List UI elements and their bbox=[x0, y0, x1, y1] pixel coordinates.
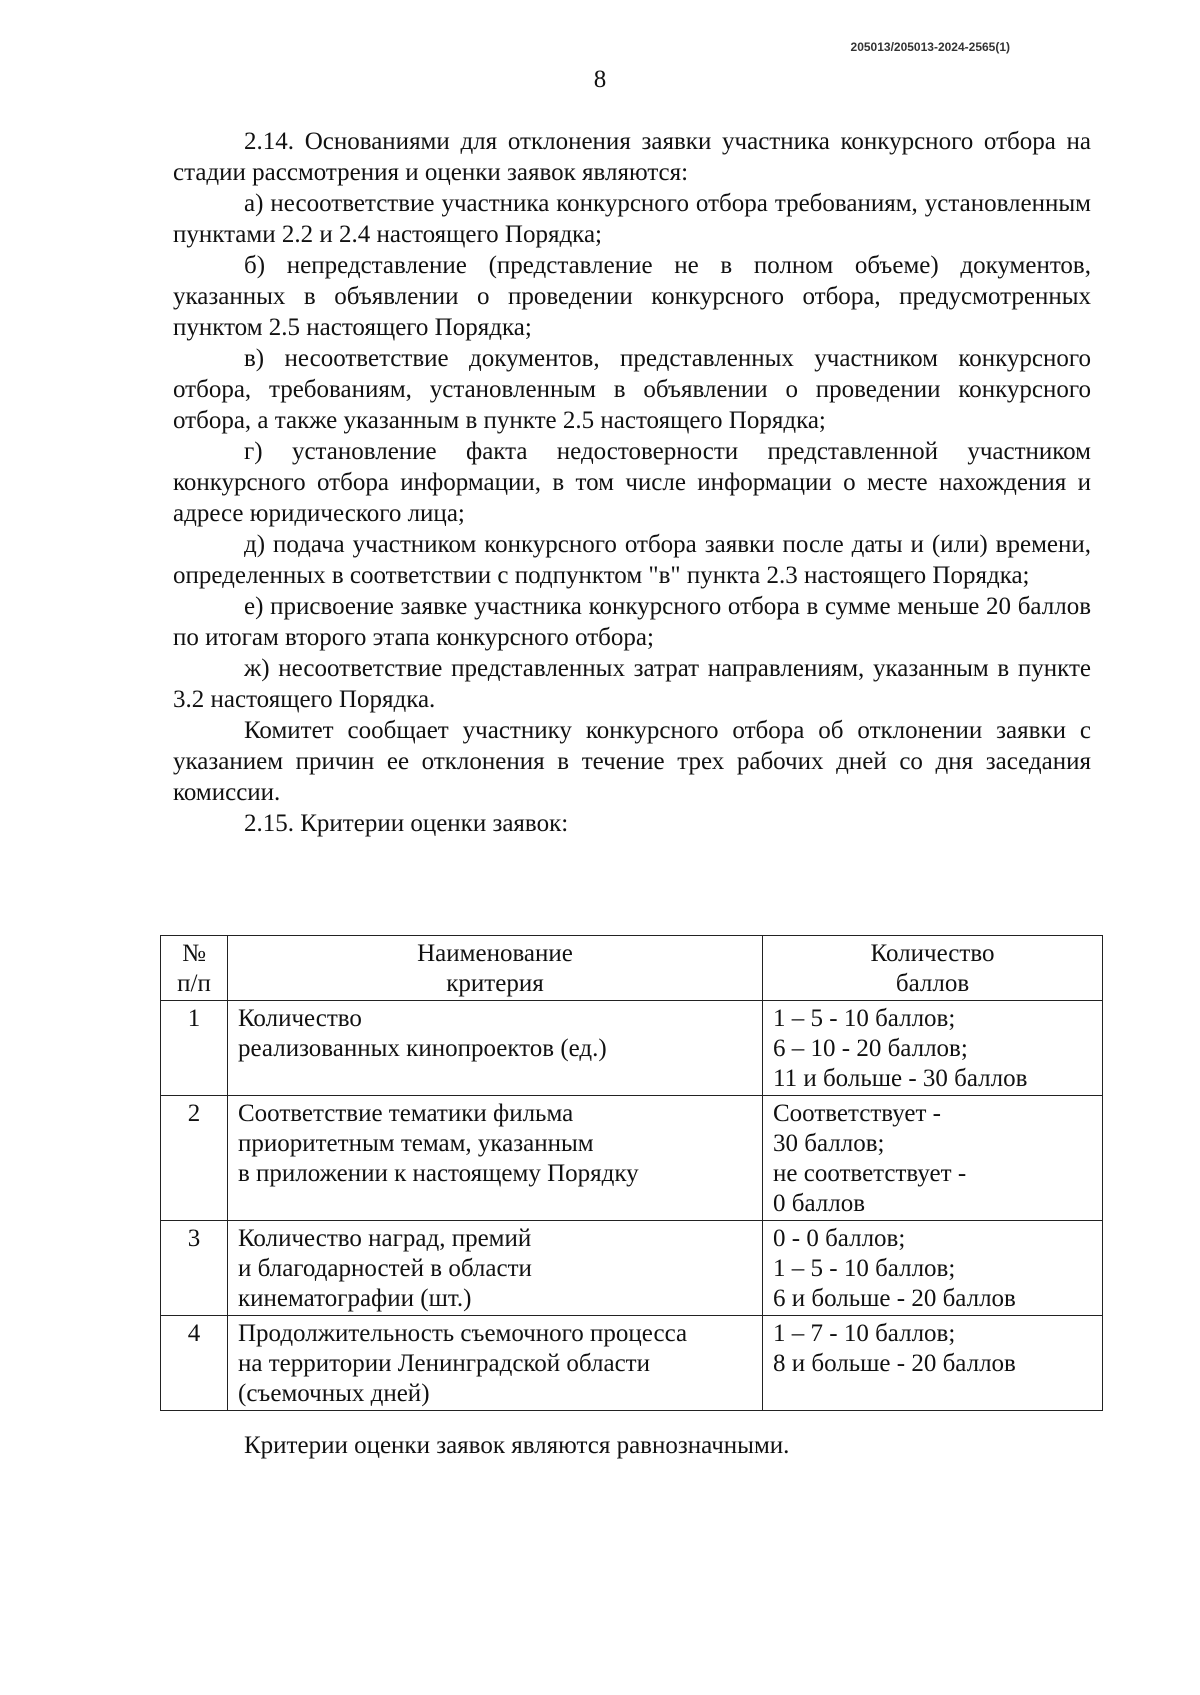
cell-line: 0 - 0 баллов; bbox=[773, 1225, 906, 1252]
cell-line: 1 – 7 - 10 баллов; bbox=[773, 1320, 956, 1347]
criterion-name bbox=[228, 1316, 763, 1411]
paragraph-item-zh: ж) несоответствие представленных затрат направлениям, указанным в пункте 3.2 настоящего Порядка. bbox=[173, 655, 1091, 713]
cell-line: 0 баллов bbox=[773, 1190, 866, 1217]
criterion-score bbox=[763, 1221, 1103, 1316]
criterion-score bbox=[763, 1001, 1103, 1096]
cell-line: приоритетным темам, указанным bbox=[238, 1130, 594, 1157]
criterion-name bbox=[228, 1096, 763, 1221]
table-row bbox=[161, 1221, 1103, 1316]
cell-line: 6 и больше - 20 баллов bbox=[773, 1285, 1016, 1312]
table-row bbox=[161, 1096, 1103, 1221]
header-line: баллов bbox=[895, 970, 970, 997]
cell-line: на территории Ленинградской области bbox=[238, 1350, 650, 1377]
cell-line: Продолжительность съемочного процесса bbox=[238, 1320, 688, 1347]
document-number: 205013/205013-2024-2565(1) bbox=[850, 40, 1010, 54]
cell-line: Соответствует - bbox=[773, 1100, 941, 1127]
cell-line: в приложении к настоящему Порядку bbox=[238, 1160, 639, 1187]
header-line: критерия bbox=[446, 970, 544, 997]
page-number: 8 bbox=[593, 66, 607, 93]
criteria-title: 2.15. Критерии оценки заявок: bbox=[244, 810, 569, 837]
table-row bbox=[161, 1316, 1103, 1411]
document-body bbox=[173, 126, 1091, 839]
row-number: 3 bbox=[161, 1221, 228, 1316]
criterion-score bbox=[763, 1316, 1103, 1411]
paragraph-item-e: е) присвоение заявке участника конкурсного отбора в сумме меньше 20 баллов по итогам второго этапа конкурсного отбора; bbox=[173, 593, 1091, 651]
row-number: 4 bbox=[161, 1316, 228, 1411]
paragraph-committee: Комитет сообщает участнику конкурсного отбора об отклонении заявки с указанием причин ее отклонения в течение трех рабочих дней со дня заседания комиссии. bbox=[173, 717, 1091, 806]
cell-line: 30 баллов; bbox=[773, 1130, 885, 1157]
cell-line: Соответствие тематики фильма bbox=[238, 1100, 574, 1127]
cell-line: 8 и больше - 20 баллов bbox=[773, 1350, 1016, 1377]
criteria-equal-note: Критерии оценки заявок являются равнозначными. bbox=[244, 1432, 790, 1459]
paragraph-item-a: а) несоответствие участника конкурсного отбора требованиям, установленным пунктами 2.2 и 2.4 настоящего Порядка; bbox=[173, 190, 1091, 248]
criterion-name bbox=[228, 1221, 763, 1316]
header-line: Наименование bbox=[417, 940, 573, 967]
criterion-score bbox=[763, 1096, 1103, 1221]
table-row bbox=[161, 1001, 1103, 1096]
criterion-name bbox=[228, 1001, 763, 1096]
cell-line: Количество наград, премий bbox=[238, 1225, 532, 1252]
row-number: 1 bbox=[161, 1001, 228, 1096]
paragraph-2-14: 2.14. Основаниями для отклонения заявки участника конкурсного отбора на стадии рассмотрения и оценки заявок являются: bbox=[173, 128, 1091, 186]
header-line: № bbox=[182, 940, 206, 967]
cell-line: кинематографии (шт.) bbox=[238, 1285, 472, 1312]
paragraph-item-b: б) непредставление (представление не в полном объеме) документов, указанных в объявлении о проведении конкурсного отбора, предусмотренных пунктом 2.5 настоящего Порядка; bbox=[173, 252, 1091, 341]
row-number: 2 bbox=[161, 1096, 228, 1221]
header-score bbox=[763, 936, 1103, 1001]
header-line: Количество bbox=[870, 940, 995, 967]
paragraph-item-g: г) установление факта недостоверности представленной участником конкурсного отбора информации, в том числе информации о месте нахождения и адресе юридического лица; bbox=[173, 438, 1091, 527]
cell-line: Количество bbox=[238, 1005, 362, 1032]
paragraph-item-d: д) подача участником конкурсного отбора заявки после даты и (или) времени, определенных в соответствии с подпунктом "в" пункта 2.3 настоящего Порядка; bbox=[173, 531, 1091, 589]
cell-line: реализованных кинопроектов (ед.) bbox=[238, 1035, 607, 1062]
header-number bbox=[161, 936, 228, 1001]
cell-line: 1 – 5 - 10 баллов; bbox=[773, 1005, 956, 1032]
cell-line: и благодарностей в области bbox=[238, 1255, 532, 1282]
header-criterion-name bbox=[228, 936, 763, 1001]
table-header-row bbox=[161, 936, 1103, 1001]
cell-line: 6 – 10 - 20 баллов; bbox=[773, 1035, 968, 1062]
paragraph-item-v: в) несоответствие документов, представленных участником конкурсного отбора, требованиям, установленным в объявлении о проведении конкурсного отбора, а также указанным в пункте 2.5 настоящего Порядка; bbox=[173, 345, 1091, 434]
cell-line: не соответствует - bbox=[773, 1160, 967, 1187]
criteria-table bbox=[160, 935, 1103, 1411]
cell-line: 11 и больше - 30 баллов bbox=[773, 1065, 1028, 1092]
cell-line: 1 – 5 - 10 баллов; bbox=[773, 1255, 956, 1282]
cell-line: (съемочных дней) bbox=[238, 1380, 430, 1407]
header-line: п/п bbox=[177, 970, 211, 997]
